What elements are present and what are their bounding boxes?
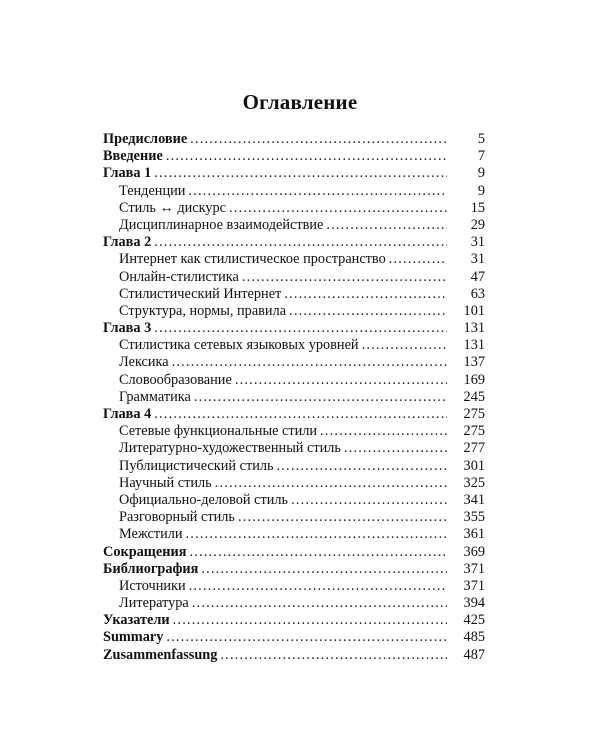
toc-entry-label: Стиль ↔ дискурс bbox=[119, 199, 227, 216]
toc-section-entry bbox=[103, 217, 485, 234]
toc-leader-dots bbox=[189, 578, 447, 595]
toc-leader-dots bbox=[201, 561, 447, 578]
toc-leader-dots bbox=[194, 389, 447, 406]
toc-leader-dots bbox=[235, 372, 447, 389]
toc-entry-label: Структура, нормы, правила bbox=[119, 302, 287, 319]
toc-entry-label: Литературно-художественный стиль bbox=[119, 440, 341, 457]
toc-leader-dots bbox=[284, 286, 447, 303]
toc-section-entry bbox=[103, 423, 485, 440]
toc-entry-label: Грамматика bbox=[119, 388, 191, 405]
toc-entry-page: 169 bbox=[463, 371, 485, 388]
toc-entry-label: Глава 4 bbox=[103, 406, 152, 422]
toc-entry-page: 369 bbox=[463, 543, 485, 560]
toc-section-entry bbox=[103, 440, 485, 457]
toc-entry-page: 371 bbox=[463, 577, 485, 594]
toc-leader-dots bbox=[189, 544, 447, 561]
toc-entry-page: 301 bbox=[463, 457, 485, 474]
toc-chapter-entry bbox=[103, 148, 485, 165]
toc-section-entry bbox=[103, 526, 485, 543]
toc-entry-label: Официально-деловой стиль bbox=[119, 491, 289, 508]
toc-section-entry bbox=[103, 200, 485, 217]
toc-entry-page: 7 bbox=[477, 148, 485, 165]
toc-entry-page: 325 bbox=[463, 474, 485, 491]
toc-entry-page: 5 bbox=[477, 131, 485, 147]
toc-entry-label: Предисловие bbox=[103, 131, 188, 147]
toc-entry-label: Глава 1 bbox=[103, 165, 152, 182]
toc-chapter-entry bbox=[103, 612, 485, 629]
toc-section-entry bbox=[103, 595, 485, 612]
toc-leader-dots bbox=[166, 629, 447, 646]
toc-leader-dots bbox=[172, 354, 447, 371]
toc-entry-page: 31 bbox=[470, 234, 485, 251]
toc-leader-dots bbox=[173, 612, 447, 629]
toc-leader-dots bbox=[192, 595, 447, 612]
toc-leader-dots bbox=[188, 183, 447, 200]
toc-leader-dots bbox=[190, 131, 447, 148]
toc-entry-page: 394 bbox=[463, 595, 485, 612]
toc-entry-label: Стилистика сетевых языковых уровней bbox=[119, 337, 359, 354]
toc-entry-page: 9 bbox=[477, 182, 485, 199]
toc-section-entry bbox=[103, 458, 485, 475]
toc-chapter-entry bbox=[103, 647, 485, 664]
toc-section-entry bbox=[103, 251, 485, 268]
toc-leader-dots bbox=[229, 200, 447, 217]
toc-leader-dots bbox=[320, 423, 447, 440]
toc-leader-dots bbox=[238, 509, 447, 526]
toc-section-entry bbox=[103, 389, 485, 406]
toc-section-entry bbox=[103, 286, 485, 303]
toc-chapter-entry bbox=[103, 406, 485, 423]
toc-entry-page: 63 bbox=[470, 285, 485, 302]
toc-entry-page: 355 bbox=[463, 509, 485, 526]
toc-chapter-entry bbox=[103, 544, 485, 561]
toc-leader-dots bbox=[362, 337, 447, 354]
toc-entry-page: 9 bbox=[477, 165, 485, 182]
toc-entry-page: 131 bbox=[463, 337, 485, 354]
toc-entry-page: 47 bbox=[470, 268, 485, 285]
toc-leader-dots bbox=[242, 269, 447, 286]
toc-entry-page: 425 bbox=[463, 612, 485, 629]
toc-entry-page: 485 bbox=[463, 629, 485, 646]
toc-entry-label: Литература bbox=[119, 595, 189, 612]
toc-section-entry bbox=[103, 492, 485, 509]
toc-section-entry bbox=[103, 269, 485, 286]
page-title: Оглавление bbox=[242, 90, 358, 115]
toc-entry-page: 275 bbox=[463, 423, 485, 440]
toc-leader-dots bbox=[186, 526, 447, 543]
toc-entry-page: 131 bbox=[463, 320, 485, 337]
toc-entry-page: 29 bbox=[470, 216, 485, 233]
toc-entry-page: 275 bbox=[463, 406, 485, 422]
toc-leader-dots bbox=[154, 165, 447, 182]
toc-chapter-entry bbox=[103, 629, 485, 646]
toc-entry-label: Глава 2 bbox=[103, 234, 152, 251]
toc-entry-page: 361 bbox=[463, 526, 485, 543]
toc-entry-label: Стилистический Интернет bbox=[119, 285, 282, 302]
toc-entry-label: Лексика bbox=[119, 354, 169, 371]
toc-entry-label: Указатели bbox=[103, 612, 170, 629]
toc-entry-label: Научный стиль bbox=[119, 474, 212, 491]
toc-leader-dots bbox=[289, 303, 447, 320]
toc-leader-dots bbox=[344, 440, 447, 457]
toc-entry-label: Интернет как стилистическое пространство bbox=[119, 251, 386, 268]
toc-entry-page: 487 bbox=[463, 646, 485, 663]
toc-leader-dots bbox=[215, 475, 447, 492]
toc-section-entry bbox=[103, 372, 485, 389]
toc-entry-label: Введение bbox=[103, 148, 163, 165]
toc-entry-label: Публицистический стиль bbox=[119, 457, 274, 474]
toc-entry-page: 137 bbox=[463, 354, 485, 371]
toc-entry-label: Сетевые функциональные стили bbox=[119, 423, 318, 440]
toc-entry-label: Дисциплинарное взаимодействие bbox=[119, 216, 324, 233]
toc-entry-label: Summary bbox=[103, 629, 164, 646]
toc-entry-label: Тенденции bbox=[119, 182, 186, 199]
toc-leader-dots bbox=[154, 320, 447, 337]
toc-leader-dots bbox=[277, 458, 448, 475]
toc-entry-label: Разговорный стиль bbox=[119, 509, 235, 526]
toc-entry-page: 101 bbox=[463, 302, 485, 319]
toc-entry-page: 245 bbox=[463, 388, 485, 405]
toc-entry-page: 341 bbox=[463, 491, 485, 508]
toc-section-entry bbox=[103, 354, 485, 371]
toc-section-entry bbox=[103, 337, 485, 354]
toc-entry-label: Межстили bbox=[119, 526, 183, 543]
toc-section-entry bbox=[103, 578, 485, 595]
toc-chapter-entry bbox=[103, 165, 485, 182]
toc-section-entry bbox=[103, 183, 485, 200]
toc-leader-dots bbox=[154, 406, 447, 423]
toc-chapter-entry bbox=[103, 320, 485, 337]
toc-entry-label: Онлайн-стилистика bbox=[119, 268, 239, 285]
toc-chapter-entry bbox=[103, 234, 485, 251]
toc-section-entry bbox=[103, 509, 485, 526]
toc-leader-dots bbox=[291, 492, 447, 509]
toc-leader-dots bbox=[154, 234, 447, 251]
table-of-contents bbox=[103, 131, 485, 664]
toc-leader-dots bbox=[166, 148, 447, 165]
toc-leader-dots bbox=[389, 251, 447, 268]
toc-chapter-entry bbox=[103, 131, 485, 148]
toc-entry-label: Библиография bbox=[103, 560, 199, 577]
toc-chapter-entry bbox=[103, 561, 485, 578]
toc-entry-page: 277 bbox=[463, 440, 485, 457]
toc-entry-label: Источники bbox=[119, 577, 186, 594]
toc-entry-page: 15 bbox=[470, 199, 485, 216]
toc-leader-dots bbox=[326, 217, 447, 234]
toc-entry-label: Словообразование bbox=[119, 371, 232, 388]
toc-section-entry bbox=[103, 303, 485, 320]
toc-entry-label: Сокращения bbox=[103, 543, 187, 560]
toc-entry-label: Zusammenfassung bbox=[103, 646, 218, 663]
toc-entry-label: Глава 3 bbox=[103, 320, 152, 337]
toc-leader-dots bbox=[220, 647, 447, 664]
toc-entry-page: 31 bbox=[470, 251, 485, 268]
toc-section-entry bbox=[103, 475, 485, 492]
toc-entry-page: 371 bbox=[463, 560, 485, 577]
